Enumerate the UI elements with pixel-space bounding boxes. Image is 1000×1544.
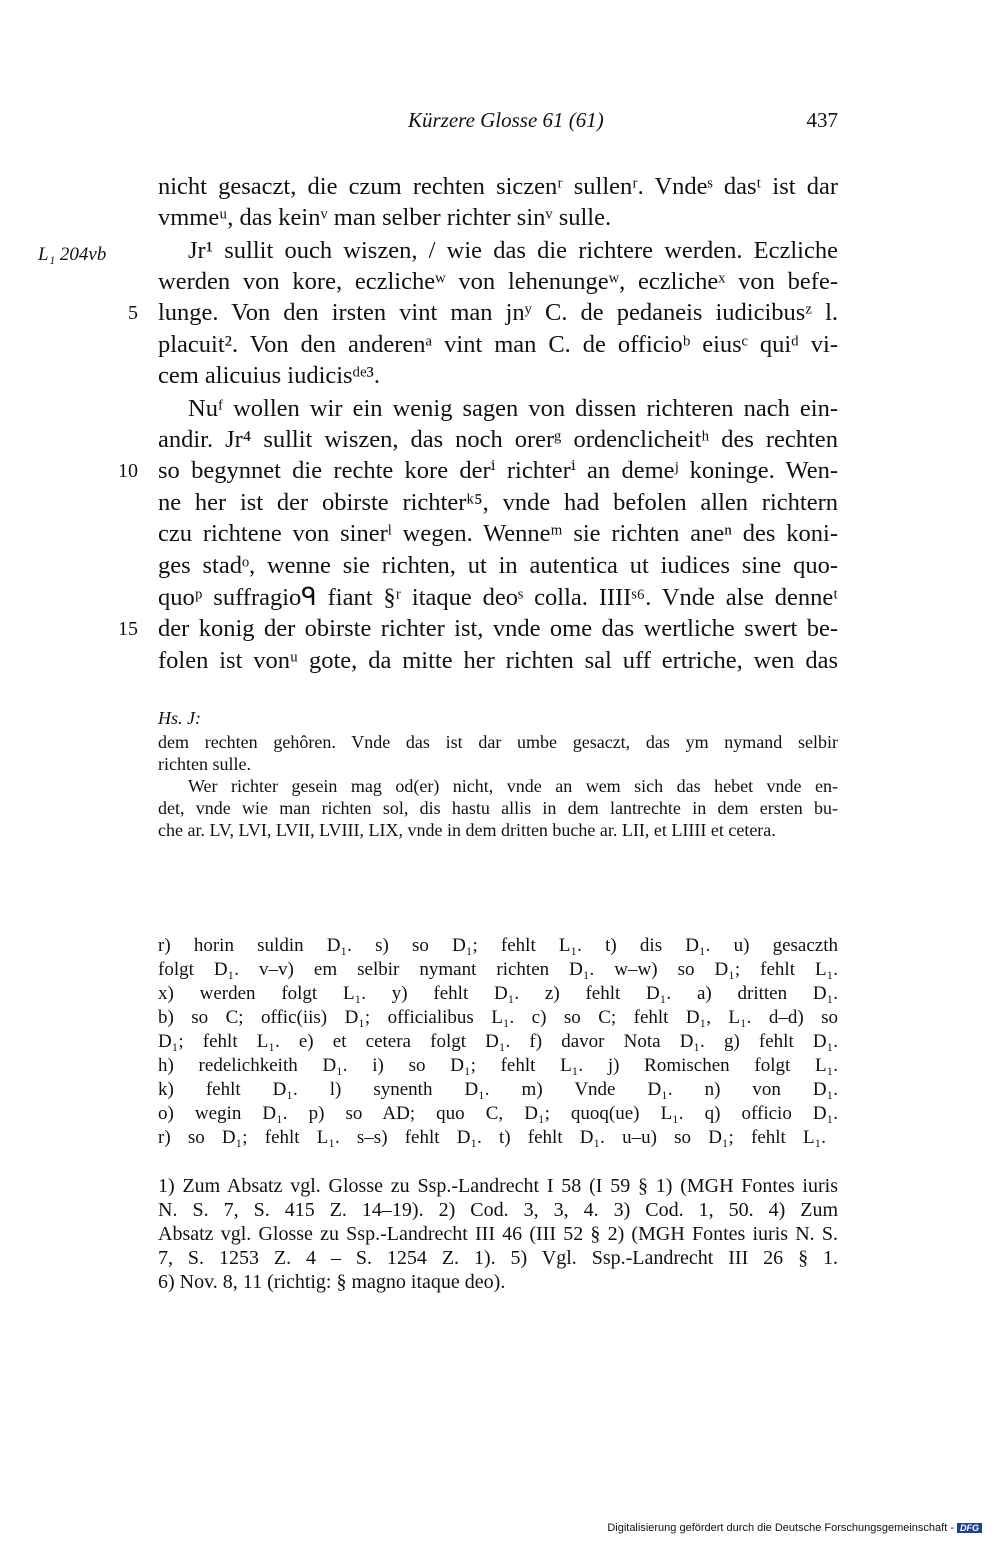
dfg-logo: DFG: [957, 1523, 982, 1533]
main-text-line: andir. Jr⁴ sullit wiszen, das noch orerᵍ ordenclicheitʰ des rechten: [158, 426, 838, 453]
main-text-line: werden von kore, eczlicheʷ von lehenungeʷ, eczlicheˣ von befe-: [158, 268, 838, 295]
apparatus-line: o) wegin D₁. p) so AD; quo C, D₁; quoq(ue) L₁. q) officio D₁.: [158, 1103, 838, 1124]
variant-text-line: Wer richter gesein mag od(er) nicht, vnde an wem sich das hebet vnde en-: [188, 776, 838, 796]
line-number: 5: [128, 302, 138, 324]
variant-text-line: richten sulle.: [158, 754, 251, 774]
main-text-line: cem alicuius iudicisᵈᵉ³.: [158, 362, 380, 389]
running-header-title: Kürzere Glosse 61 (61): [408, 108, 604, 132]
apparatus-line: k) fehlt D₁. l) synenth D₁. m) Vnde D₁. n) von D₁.: [158, 1079, 838, 1100]
main-text-line: lunge. Von den irsten vint man jnʸ C. de pedaneis iudicibusᶻ l.: [158, 299, 838, 326]
digitization-credit: [607, 1522, 982, 1534]
variant-text-line: che ar. LV, LVI, LVII, LVIII, LIX, vnde in dem dritten buche ar. LII, et LIIII et cetera.: [158, 820, 776, 840]
main-text-line: so begynnet die rechte kore derⁱ richterⁱ an demeʲ koninge. Wen-: [158, 457, 838, 484]
line-number: 15: [118, 618, 138, 640]
apparatus-line: r) so D₁; fehlt L₁. s–s) fehlt D₁. t) fehlt D₁. u–u) so D₁; fehlt L₁.: [158, 1127, 826, 1148]
variant-text-line: dem rechten gehôren. Vnde das ist dar umbe gesaczt, das ym nymand selbir: [158, 732, 838, 752]
source-note-line: 7, S. 1253 Z. 4 – S. 1254 Z. 1). 5) Vgl. Ssp.-Landrecht III 26 § 1.: [158, 1247, 838, 1269]
page-number: 437: [806, 108, 838, 132]
source-note-line: Absatz vgl. Glosse zu Ssp.-Landrecht III 46 (III 52 § 2) (MGH Fontes iuris N. S.: [158, 1223, 838, 1245]
line-number: 10: [118, 460, 138, 482]
main-text-line: der konig der obirste richter ist, vnde ome das wertliche swert be-: [158, 615, 838, 642]
main-text-line: Nuᶠ wollen wir ein wenig sagen von dissen richteren nach ein-: [188, 395, 838, 422]
apparatus-line: x) werden folgt L₁. y) fehlt D₁. z) fehlt D₁. a) dritten D₁.: [158, 983, 838, 1004]
apparatus-line: folgt D₁. v–v) em selbir nymant richten D₁. w–w) so D₁; fehlt L₁.: [158, 959, 838, 980]
main-text-line: nicht gesaczt, die czum rechten siczenʳ sullenʳ. Vndeˢ dasᵗ ist dar: [158, 173, 838, 200]
variant-text-line: det, vnde wie man richten sol, dis hastu allis in dem lantrechte in dem ersten bu-: [158, 798, 838, 818]
apparatus-line: h) redelichkeith D₁. i) so D₁; fehlt L₁. j) Romischen folgt L₁.: [158, 1055, 838, 1076]
source-note-line: N. S. 7, S. 415 Z. 14–19). 2) Cod. 3, 3, 4. 3) Cod. 1, 50. 4) Zum: [158, 1199, 838, 1221]
main-text-line: ne her ist der obirste richterᵏ⁵, vnde had befolen allen richtern: [158, 489, 838, 516]
apparatus-line: b) so C; offic(iis) D₁; officialibus L₁. c) so C; fehlt D₁, L₁. d–d) so: [158, 1007, 838, 1028]
main-text-line: placuit². Von den anderenᵃ vint man C. de officioᵇ eiusᶜ quiᵈ vi-: [158, 331, 838, 358]
main-text-line: ges stadᵒ, wenne sie richten, ut in autentica ut iudices sine quo-: [158, 552, 838, 579]
apparatus-line: r) horin suldin D₁. s) so D₁; fehlt L₁. t) dis D₁. u) gesaczth: [158, 935, 838, 956]
credit-text: Digitalisierung gefördert durch die Deutsche Forschungsgemeinschaft -: [607, 1522, 954, 1534]
source-note-line: 1) Zum Absatz vgl. Glosse zu Ssp.-Landrecht I 58 (I 59 § 1) (MGH Fontes iuris: [158, 1175, 838, 1197]
manuscript-folio-note: L₁ 204vb: [38, 244, 107, 265]
main-text-line: folen ist vonᵘ gote, da mitte her richten sal uff ertriche, wen das: [158, 647, 838, 674]
main-text-line: quoᵖ suffragioᑫ fiant §ʳ itaque deoˢ colla. IIIIˢ⁶. Vnde alse denneᵗ: [158, 584, 838, 611]
manuscript-label: Hs. J:: [158, 708, 201, 728]
main-text-line: Jr¹ sullit ouch wiszen, / wie das die richtere werden. Eczliche: [188, 237, 838, 264]
main-text-line: vmmeᵘ, das keinᵛ man selber richter sinᵛ sulle.: [158, 204, 612, 231]
source-note-line: 6) Nov. 8, 11 (richtig: § magno itaque deo).: [158, 1271, 506, 1293]
main-text-line: czu richtene von sinerˡ wegen. Wenneᵐ sie richten aneⁿ des koni-: [158, 520, 838, 547]
apparatus-line: D₁; fehlt L₁. e) et cetera folgt D₁. f) davor Nota D₁. g) fehlt D₁.: [158, 1031, 838, 1052]
